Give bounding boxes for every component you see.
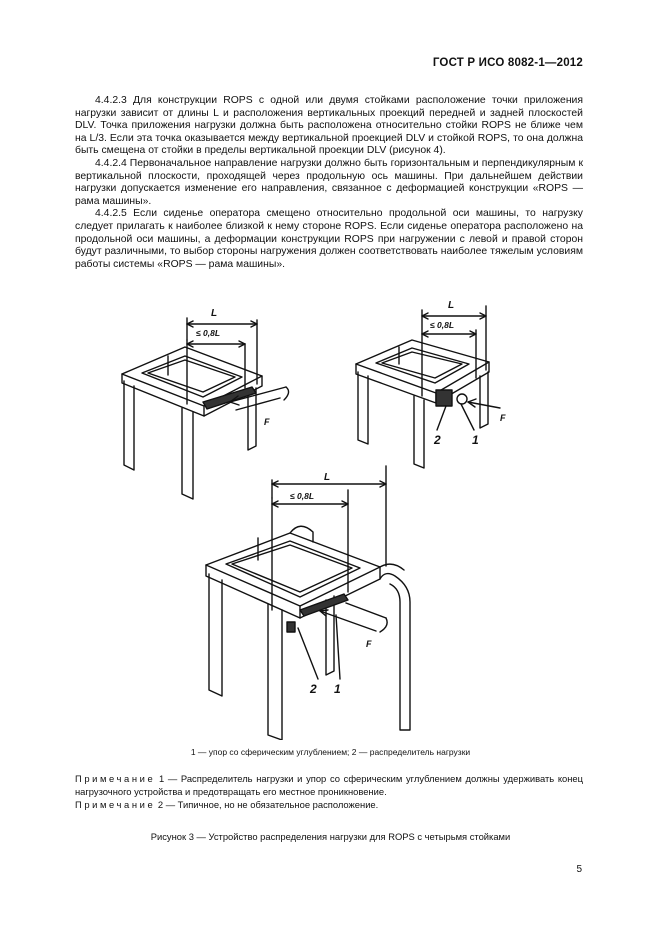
- drawing-b-callout-1: 1: [472, 433, 479, 447]
- drawing-a-dim-l: L: [211, 308, 218, 319]
- paragraph-4-4-2-4: 4.4.2.4 Первоначальное направление нагрузки должно быть горизонтальным и перпендикулярным к вертикальной плоскости, проходящей через продольную ось машины. При дальнейшем действии нагрузки допускается изменение его направления, связанное с деформацией конструкции «ROPS — рама машины».: [75, 157, 583, 207]
- drawing-c: [206, 466, 410, 740]
- drawing-a: [122, 318, 289, 499]
- drawing-c-callout-1: 1: [334, 682, 341, 696]
- document-header: ГОСТ Р ИСО 8082-1—2012: [432, 57, 583, 69]
- drawing-c-callout-2: 2: [310, 682, 317, 696]
- figure-legend: 1 — упор со сферическим углублением; 2 — распределитель нагрузки: [190, 747, 471, 757]
- figure-drawings: [0, 280, 661, 740]
- drawing-b-dim-08l: ≤ 0,8L: [430, 320, 455, 330]
- drawing-a-dim-08l: ≤ 0,8L: [196, 328, 221, 338]
- drawing-b-force: F: [500, 413, 506, 423]
- paragraph-4-4-2-5: 4.4.2.5 Если сиденье оператора смещено относительно продольной оси машины, то нагрузку следует прилагать к наиболее близкой к нему стороне ROPS. Если сиденье оператора расположено на продольной оси машины, а деформации конструкции ROPS при нагружении с левой и правой сторон будут различными, то выбор стороны нагружения должен соответствовать наиболее тяжелым условиям работы системы «ROPS — рама машины».: [75, 208, 583, 270]
- note-2-label: Примечание: [75, 799, 156, 810]
- paragraph-4-4-2-3: 4.4.2.3 Для конструкции ROPS с одной или двумя стойками расположение точки приложения нагрузки зависит от длины L и расположения вертикальных проекций передней и задней плоскостей DLV. Точка приложения нагрузки должна быть расположена относительно стойки ROPS не ближе чем на L/3. Если эта точка оказывается между вертикальной проекцией DLV и стойкой ROPS, то она должна быть смещена от стойки в пределы вертикальной проекции DLV (рисунок 4).: [75, 95, 583, 157]
- figure-3: [0, 280, 661, 740]
- body-text: [75, 95, 583, 271]
- drawing-c-dim-08l: ≤ 0,8L: [290, 491, 315, 501]
- page-number: 5: [576, 864, 582, 875]
- drawing-b-dim-l: L: [448, 300, 455, 311]
- drawing-a-force: F: [264, 417, 270, 427]
- drawing-b-callout-2: 2: [434, 433, 441, 447]
- note-1-text: 1 — Распределитель нагрузки и упор со сферическим углублением должны удерживать конец нагрузочного устройства и предотвращать его местное проникновение.: [75, 773, 584, 797]
- note-2: [75, 799, 583, 812]
- note-1: [75, 773, 583, 799]
- note-2-text: 2 — Типичное, но не обязательное расположение.: [157, 799, 379, 810]
- note-1-label: Примечание: [75, 773, 156, 784]
- drawing-c-force: F: [366, 639, 372, 649]
- figure-caption: Рисунок 3 — Устройство распределения нагрузки для ROPS с четырьмя стойками: [150, 831, 511, 842]
- drawing-c-dim-l: L: [324, 472, 331, 483]
